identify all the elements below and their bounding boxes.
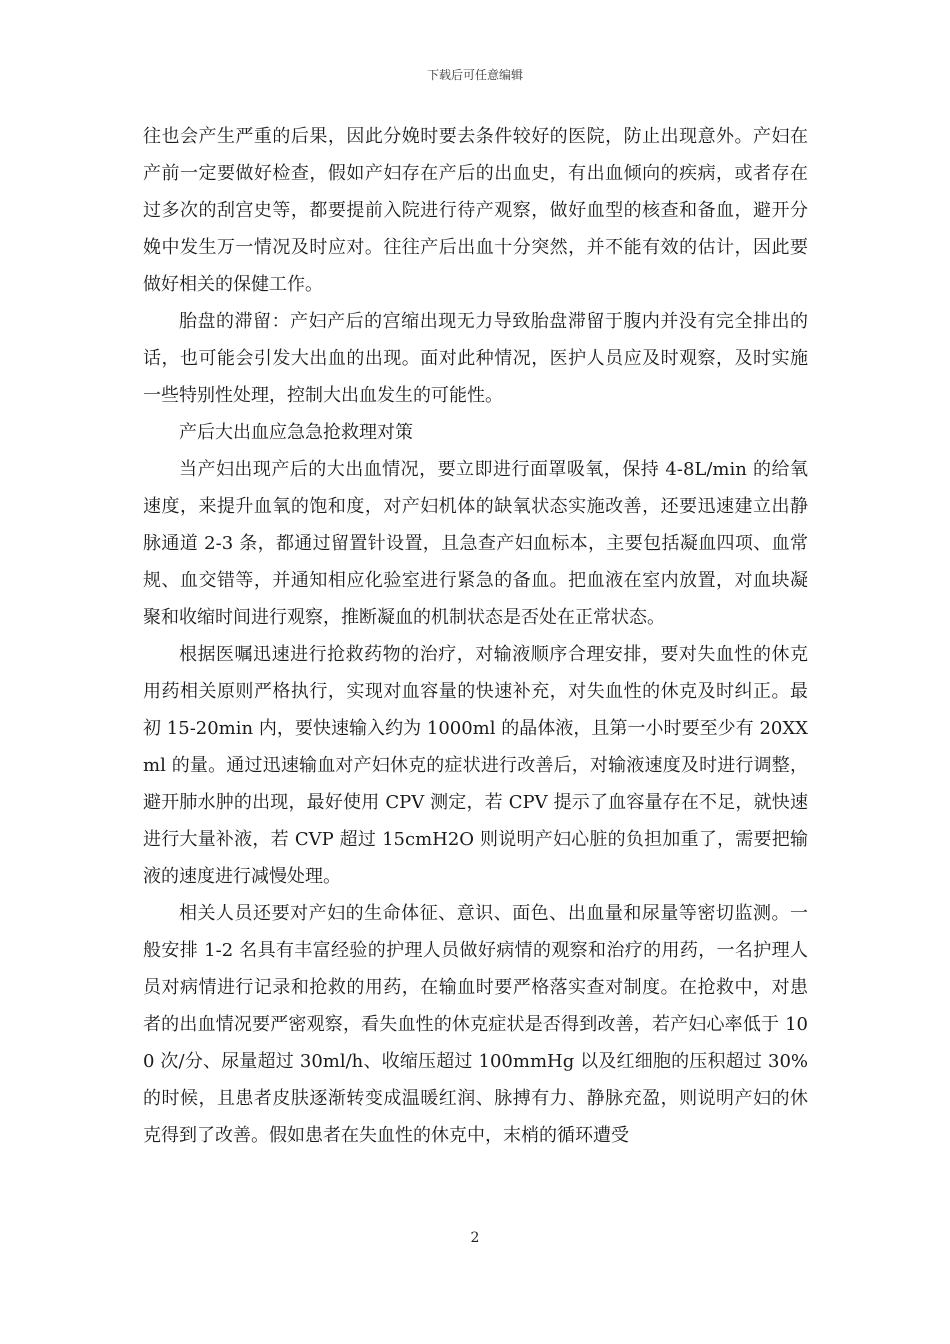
paragraph-monitoring: 相关人员还要对产妇的生命体征、意识、面色、出血量和尿量等密切监测。一般安排 1-2 名具有丰富经验的护理人员做好病情的观察和治疗的用药，一名护理人员对病情进行记录和抢救的用药，在输血时要严格落实查对制度。在抢救中，对患者的出血情况要严密观察，看失血性的休克症状是否得到改善，若产妇心率低于 100 次/分、尿量超过 30ml/h、收缩压超过 100mmHg 以及红细胞的压积超过 30%的时候，且患者皮肤逐渐转变成温暖红润、脉搏有力、静脉充盈，则说明产妇的休克得到了改善。假如患者在失血性的休克中，末梢的循环遭受 — [143, 903, 808, 1146]
paragraph-placenta-retention: 胎盘的滞留：产妇产后的宫缩出现无力导致胎盘滞留于腹内并没有完全排出的话，也可能会引发大出血的出现。面对此种情况，医护人员应及时观察，及时实施一些特别性处理，控制大出血发生的可能性。 — [143, 311, 808, 406]
section-heading-emergency-rescue: 产后大出血应急急抢救理对策 — [179, 422, 413, 443]
page-header: 下载后可任意编辑 — [426, 68, 523, 82]
document-body — [143, 118, 808, 1154]
page-number: 2 — [470, 1230, 480, 1246]
paragraph-oxygen-and-iv: 当产妇出现产后的大出血情况，要立即进行面罩吸氧，保持 4-8L/min 的给氧速度，来提升血氧的饱和度，对产妇机体的缺氧状态实施改善，还要迅速建立出静脉通道 2-3 条，都通过留置针设置，且急查产妇血标本，主要包括凝血四项、血常规、血交错等，并通知相应化验室进行紧急的备血。把血液在室内放置，对血块凝聚和收缩时间进行观察，推断凝血的机制状态是否处在正常状态。 — [143, 459, 808, 628]
paragraph-fluid-therapy: 根据医嘱迅速进行抢救药物的治疗，对输液顺序合理安排，要对失血性的休克用药相关原则严格执行，实现对血容量的快速补充，对失血性的休克及时纠正。最初 15-20min 内，要快速输入约为 1000ml 的晶体液，且第一小时要至少有 20XXml 的量。通过迅速输血对产妇休克的症状进行改善后，对输液速度及时进行调整，避开肺水肿的出现，最好使用 CPV 测定，若 CPV 提示了血容量存在不足，就快速进行大量补液，若 CVP 超过 15cmH2O 则说明产妇心脏的负担加重了，需要把输液的速度进行减慢处理。 — [143, 644, 808, 887]
paragraph-continuation: 往也会产生严重的后果，因此分娩时要去条件较好的医院，防止出现意外。产妇在产前一定要做好检查，假如产妇存在产后的出血史，有出血倾向的疾病，或者存在过多次的刮宫史等，都要提前入院进行待产观察，做好血型的核查和备血，避开分娩中发生万一情况及时应对。往往产后出血十分突然，并不能有效的估计，因此要做好相关的保健工作。 — [143, 126, 808, 295]
